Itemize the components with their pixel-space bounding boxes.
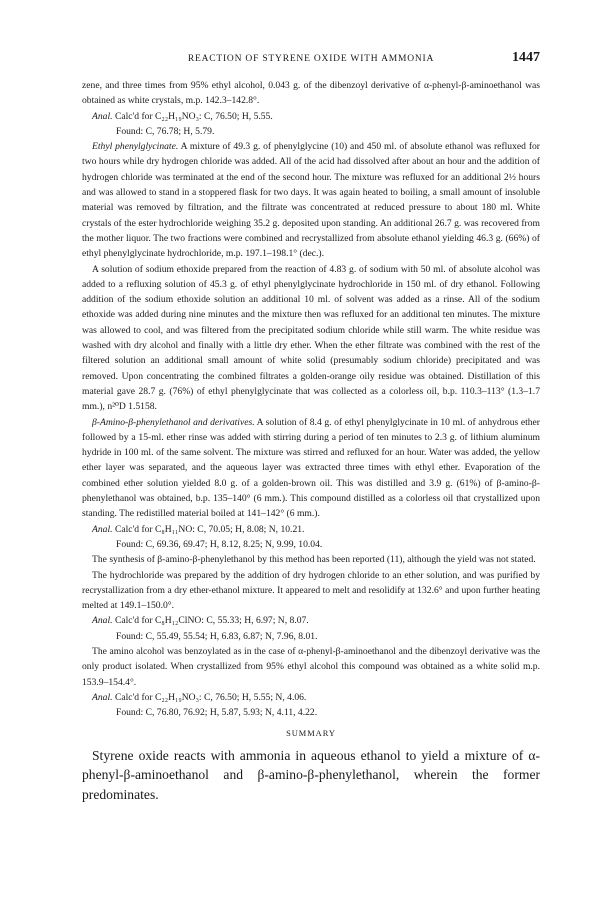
summary-heading: SUMMARY	[286, 729, 336, 739]
paragraph-text: Found: C, 69.36, 69.47; H, 8.12, 8.25; N, 9.99, 10.04.	[116, 538, 323, 550]
analysis-found-line	[82, 705, 540, 720]
paragraph-text: Found: C, 76.80, 76.92; H, 5.87, 5.93; N, 4.11, 4.22.	[116, 707, 318, 719]
body-paragraph	[82, 415, 540, 522]
analysis-found-line	[82, 124, 540, 139]
body-paragraph	[82, 552, 540, 567]
paragraph-run-in-title: Anal.	[92, 615, 113, 627]
page-number: 1447	[512, 50, 540, 65]
body-paragraph	[82, 78, 540, 109]
paragraph-text: Found: C, 76.78; H, 5.79.	[116, 125, 215, 137]
page-header	[82, 50, 540, 70]
paragraph-text: A solution of 8.4 g. of ethyl phenylglycinate in 10 ml. of anhydrous ether followed by a 15-ml. ether rinse was added with stirring during a period of ten minutes to 2.3 g. of lithium aluminum hydride in 100 ml. of the same solvent. The mixture was stirred and refluxed for an hour. Water was added, the yellow ether layer was separated, and the aqueous layer was extracted three times with ethyl ether. Evaporation of the combined ether solution yielded 8.0 g. of a golden-brown oil. This was distilled and 3.9 g. (61%) of β-amino-β-phenylethanol was obtained, b.p. 135–140° (6 mm.). This compound distilled as a colorless oil that crystallized upon standing. The redistilled material boiled at 141–142° (6 mm.).	[82, 416, 540, 520]
paragraph-text: Found: C, 55.49, 55.54; H, 6.83, 6.87; N, 7.96, 8.01.	[116, 630, 318, 642]
paragraph-text: The amino alcohol was benzoylated as in the case of α-phenyl-β-aminoethanol and the dibenzoyl derivative was the only product isolated. When crystallized from 95% ethyl alcohol this compound was obtained as a white solid m.p. 153.9–154.4°.	[82, 645, 540, 688]
paragraph-text: The synthesis of β-amino-β-phenylethanol by this method has been reported (11), although the yield was not stated.	[92, 554, 536, 566]
body-paragraph	[82, 644, 540, 690]
analysis-found-line	[82, 629, 540, 644]
paragraph-text: Calc'd for C₈H₁₂ClNO: C, 55.33; H, 6.97; N, 8.07.	[114, 615, 309, 627]
paragraph-run-in-title: Ethyl phenylglycinate.	[92, 141, 179, 153]
body-paragraph	[82, 568, 540, 614]
paragraph-list	[82, 78, 540, 720]
paragraph-run-in-title: Anal.	[92, 691, 113, 703]
paragraph-run-in-title: β-Amino-β-phenylethanol and derivatives.	[92, 416, 255, 428]
summary-text: Styrene oxide reacts with ammonia in aqueous ethanol to yield a mixture of α-phenyl-β-aminoethanol and β-amino-β-phenylethanol, wherein the former predominates.	[82, 747, 540, 802]
paragraph-run-in-title: Anal.	[92, 110, 113, 122]
paragraph-text: Calc'd for C₂₂H₁₉NO₃: C, 76.50; H, 5.55; N, 4.06.	[114, 691, 307, 703]
paragraph-text: Calc'd for C₈H₁₁NO: C, 70.05; H, 8.08; N, 10.21.	[114, 523, 305, 535]
body-paragraph	[82, 139, 540, 261]
paragraph-text: A solution of sodium ethoxide prepared from the reaction of 4.83 g. of sodium with 50 ml. of absolute alcohol was added to a refluxing solution of 45.3 g. of ethyl phenylglycinate hydrochloride in 150 ml. of dry ethanol. Following addition of the sodium ethoxide solution an additional 10 ml. of solvent was added as a rinse. All of the sodium ethoxide was added during nine minutes and the mixture then was refluxed for an additional ten minutes. The mixture was allowed to cool, and was filtered from the precipitated sodium chloride while still warm. The white residue was washed with dry alcohol and finally with a little dry ether. When the ether filtrate was combined with the rest of the filtered solution an additional small amount of white solid (presumably sodium chloride) precipitated and was removed. Upon concentrating the combined filtrates a golden-orange oily residue was obtained. Distillation of this material gave 28.7 g. (76%) of ethyl phenylglycinate that was collected as a colorless oil, b.p. 110.3–113° (1.3–1.7 mm.), n²⁰D 1.5158.	[82, 263, 540, 413]
paragraph-text: Calc'd for C₂₂H₁₉NO₃: C, 76.50; H, 5.55.	[114, 110, 273, 122]
paragraph-run-in-title: Anal.	[92, 523, 113, 535]
analysis-calc-line	[82, 690, 540, 705]
analysis-found-line	[82, 537, 540, 552]
paragraph-text: A mixture of 49.3 g. of phenylglycine (10) and 450 ml. of absolute ethanol was refluxed for two hours while dry hydrogen chloride was added. All of the acid had dissolved after about an hour and the addition of hydrogen chloride was terminated at the end of the second hour. The mixture was refluxed for an additional 2½ hours and was allowed to stand in a stoppered flask for two days. It was again heated to boiling, a small amount of insoluble material was removed by filtration, and the filtrate was concentrated at reduced pressure to about 180 ml. White crystals of the ester hydrochloride weighing 35.2 g. deposited upon standing. An additional 26.7 g. was recovered from the mother liquor. The two fractions were combined and recrystallized from absolute ethanol yielding 46.3 g. (66%) of ethyl phenylglycinate hydrochloride, m.p. 197.1–198.1° (dec.).	[82, 141, 541, 260]
analysis-calc-line	[82, 613, 540, 628]
paragraph-text: The hydrochloride was prepared by the addition of dry hydrogen chloride to an ether solution, and was purified by recrystallization from a dry ether-ethanol mixture. It appeared to melt and resolidify at 132.6° and upon further heating melted at 149.1–150.0°.	[82, 569, 540, 612]
analysis-calc-line	[82, 522, 540, 537]
paragraph-text: zene, and three times from 95% ethyl alcohol, 0.043 g. of the dibenzoyl derivative of α-phenyl-β-aminoethanol was obtained as white crystals, m.p. 142.3–142.8°.	[82, 80, 540, 107]
analysis-calc-line	[82, 109, 540, 124]
body-paragraph	[82, 262, 540, 415]
running-head: REACTION OF STYRENE OXIDE WITH AMMONIA	[187, 54, 435, 64]
article-body	[82, 78, 540, 804]
